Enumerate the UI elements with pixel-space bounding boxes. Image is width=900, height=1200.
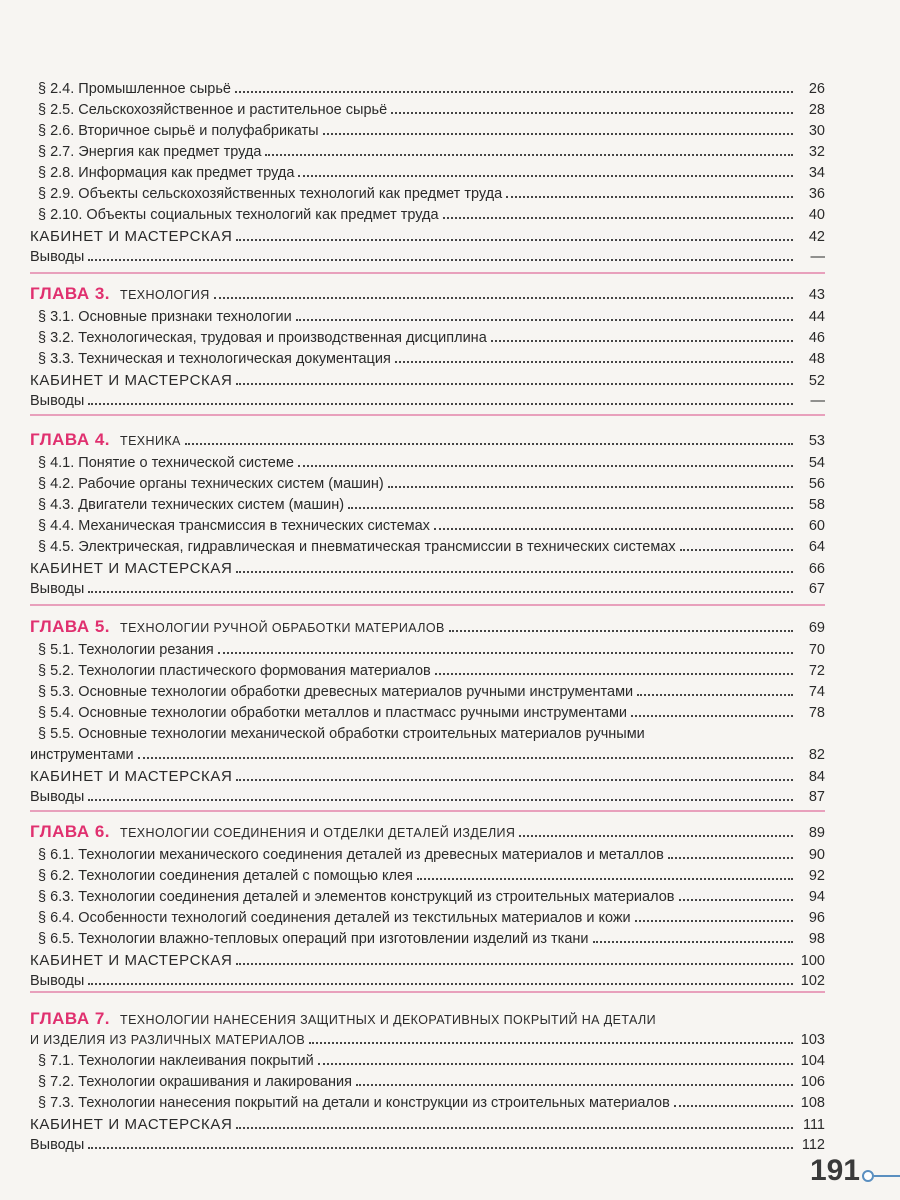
entry-page: 111 bbox=[802, 1117, 825, 1133]
toc-entry[interactable] bbox=[30, 142, 825, 163]
toc-entry[interactable] bbox=[30, 100, 825, 121]
entry-label: § 4.5. Электрическая, гидравлическая и пневматическая трансмиссии в технических системах bbox=[38, 539, 676, 555]
entry-page: 42 bbox=[808, 229, 825, 245]
entry-page: 87 bbox=[808, 789, 825, 805]
entry-page: 64 bbox=[808, 539, 825, 555]
leader-dots bbox=[309, 1042, 793, 1044]
divider bbox=[30, 414, 825, 416]
toc-entry[interactable] bbox=[30, 474, 825, 495]
entry-page: — bbox=[810, 393, 825, 409]
toc-entry[interactable] bbox=[30, 866, 825, 887]
entry-label: § 6.4. Особенности технологий соединения деталей из текстильных материалов и кожи bbox=[38, 910, 631, 926]
leader-dots bbox=[318, 1063, 793, 1065]
leader-dots bbox=[236, 571, 793, 573]
entry-page: 28 bbox=[808, 102, 825, 118]
leader-dots bbox=[680, 549, 793, 551]
entry-label: § 3.1. Основные признаки технологии bbox=[38, 309, 292, 325]
toc-entry[interactable] bbox=[30, 79, 825, 100]
entry-label: Выводы bbox=[30, 789, 85, 805]
chapter-7 bbox=[30, 1008, 825, 1156]
leader-dots bbox=[236, 1127, 793, 1129]
entry-page: 30 bbox=[808, 123, 825, 139]
chapter-2-tail bbox=[30, 79, 825, 268]
chapter-number: ГЛАВА 6. bbox=[30, 822, 111, 841]
line-icon bbox=[874, 1175, 900, 1177]
conclusions-entry[interactable] bbox=[30, 971, 825, 992]
entry-label: КАБИНЕТ И МАСТЕРСКАЯ bbox=[30, 1116, 233, 1133]
entry-page: 66 bbox=[808, 561, 825, 577]
chapter-number: ГЛАВА 5. bbox=[30, 617, 111, 636]
entry-page: 54 bbox=[808, 455, 825, 471]
chapter-title-line-2: И ИЗДЕЛИЯ ИЗ РАЗЛИЧНЫХ МАТЕРИАЛОВ bbox=[30, 1033, 306, 1047]
entry-label: § 6.3. Технологии соединения деталей и элементов конструкций из строительных материалов bbox=[38, 889, 675, 905]
divider bbox=[30, 810, 825, 812]
page-number: 191 bbox=[809, 1154, 860, 1187]
entry-label: § 4.1. Понятие о технической системе bbox=[38, 455, 294, 471]
entry-label: § 2.7. Энергия как предмет труда bbox=[38, 144, 262, 160]
entry-label: § 4.4. Механическая трансмиссия в технических системах bbox=[38, 518, 430, 534]
entry-label-line-2: инструментами bbox=[30, 747, 134, 763]
cabinet-entry[interactable] bbox=[30, 766, 825, 787]
leader-dots bbox=[88, 799, 793, 801]
conclusions-entry[interactable] bbox=[30, 391, 825, 412]
entry-label: § 4.3. Двигатели технических систем (машин) bbox=[38, 497, 345, 513]
leader-dots bbox=[348, 507, 793, 509]
entry-label: Выводы bbox=[30, 393, 85, 409]
entry-page: 34 bbox=[808, 165, 825, 181]
toc-entry[interactable] bbox=[30, 929, 825, 950]
cabinet-entry[interactable] bbox=[30, 558, 825, 579]
leader-dots bbox=[391, 112, 793, 114]
leader-dots bbox=[356, 1084, 793, 1086]
leader-dots bbox=[88, 259, 793, 261]
chapter-heading[interactable] bbox=[30, 614, 825, 640]
entry-label: § 6.2. Технологии соединения деталей с помощью клея bbox=[38, 868, 413, 884]
toc-entry[interactable] bbox=[30, 184, 825, 205]
leader-dots bbox=[218, 652, 793, 654]
toc-entry[interactable] bbox=[30, 307, 825, 328]
entry-page: 104 bbox=[800, 1053, 825, 1069]
entry-page: 69 bbox=[808, 620, 825, 636]
entry-page: 70 bbox=[808, 642, 825, 658]
entry-page: 89 bbox=[808, 825, 825, 841]
toc-entry[interactable] bbox=[30, 537, 825, 558]
divider bbox=[30, 991, 825, 993]
entry-page: 103 bbox=[800, 1032, 825, 1048]
entry-label: § 5.2. Технологии пластического формования материалов bbox=[38, 663, 431, 679]
entry-page: 48 bbox=[808, 351, 825, 367]
circle-icon bbox=[862, 1170, 874, 1182]
entry-page: 26 bbox=[808, 81, 825, 97]
leader-dots bbox=[298, 175, 793, 177]
entry-label: § 7.3. Технологии нанесения покрытий на детали и конструкции из строительных материалов bbox=[38, 1095, 670, 1111]
entry-page: 56 bbox=[808, 476, 825, 492]
entry-label: § 2.10. Объекты социальных технологий как предмет труда bbox=[38, 207, 439, 223]
entry-label: § 4.2. Рабочие органы технических систем (машин) bbox=[38, 476, 384, 492]
entry-label: § 5.1. Технологии резания bbox=[38, 642, 214, 658]
entry-label: § 3.2. Технологическая, трудовая и производственная дисциплина bbox=[38, 330, 487, 346]
entry-label: КАБИНЕТ И МАСТЕРСКАЯ bbox=[30, 952, 233, 969]
entry-page: 72 bbox=[808, 663, 825, 679]
entry-label: Выводы bbox=[30, 581, 85, 597]
leader-dots bbox=[296, 319, 793, 321]
entry-label: § 5.3. Основные технологии обработки древесных материалов ручными инструментами bbox=[38, 684, 634, 700]
entry-page: 40 bbox=[808, 207, 825, 223]
leader-dots bbox=[417, 878, 793, 880]
toc-entry[interactable] bbox=[30, 1093, 825, 1114]
leader-dots bbox=[449, 630, 793, 632]
toc-entry[interactable] bbox=[30, 205, 825, 226]
chapter-4 bbox=[30, 427, 825, 600]
entry-page: 36 bbox=[808, 186, 825, 202]
leader-dots bbox=[631, 715, 793, 717]
entry-label: § 7.1. Технологии наклеивания покрытий bbox=[38, 1053, 314, 1069]
toc-entry[interactable] bbox=[30, 908, 825, 929]
toc-entry[interactable] bbox=[30, 163, 825, 184]
conclusions-entry[interactable] bbox=[30, 787, 825, 808]
entry-page: 60 bbox=[808, 518, 825, 534]
chapter-number: ГЛАВА 7. bbox=[30, 1009, 111, 1028]
conclusions-entry[interactable] bbox=[30, 579, 825, 600]
leader-dots bbox=[435, 673, 793, 675]
leader-dots bbox=[519, 835, 793, 837]
entry-page: 52 bbox=[808, 373, 825, 389]
toc-entry[interactable] bbox=[30, 349, 825, 370]
chapter-heading-line-1[interactable] bbox=[30, 1008, 825, 1030]
entry-page: 100 bbox=[800, 953, 825, 969]
toc-entry[interactable] bbox=[30, 1051, 825, 1072]
entry-page: 94 bbox=[808, 889, 825, 905]
entry-label: Выводы bbox=[30, 973, 85, 989]
leader-dots bbox=[506, 196, 793, 198]
toc-entry[interactable] bbox=[30, 495, 825, 516]
divider bbox=[30, 272, 825, 274]
entry-page: 32 bbox=[808, 144, 825, 160]
leader-dots bbox=[214, 297, 793, 299]
entry-page: 53 bbox=[808, 433, 825, 449]
leader-dots bbox=[265, 154, 793, 156]
toc-entry[interactable] bbox=[30, 453, 825, 474]
chapter-heading-line-2[interactable] bbox=[30, 1030, 825, 1051]
chapter-heading[interactable] bbox=[30, 281, 825, 307]
entry-page: 98 bbox=[808, 931, 825, 947]
page-number-decoration-icon bbox=[860, 1172, 900, 1178]
leader-dots bbox=[491, 340, 793, 342]
leader-dots bbox=[236, 239, 793, 241]
cabinet-entry[interactable] bbox=[30, 1114, 825, 1135]
entry-label: § 2.6. Вторичное сырьё и полуфабрикаты bbox=[38, 123, 319, 139]
leader-dots bbox=[679, 899, 794, 901]
toc-entry[interactable] bbox=[30, 328, 825, 349]
chapter-heading[interactable] bbox=[30, 427, 825, 453]
entry-label: § 3.3. Техническая и технологическая документация bbox=[38, 351, 391, 367]
conclusions-entry[interactable] bbox=[30, 1135, 825, 1156]
entry-page: 82 bbox=[808, 747, 825, 763]
cabinet-entry[interactable] bbox=[30, 226, 825, 247]
entry-page: 108 bbox=[800, 1095, 825, 1111]
chapter-title-line-1: ТЕХНОЛОГИИ НАНЕСЕНИЯ ЗАЩИТНЫХ И ДЕКОРАТИВНЫХ ПОКРЫТИЙ НА ДЕТАЛИ bbox=[120, 1013, 656, 1027]
entry-page: 46 bbox=[808, 330, 825, 346]
leader-dots bbox=[88, 1147, 793, 1149]
toc-entry[interactable] bbox=[30, 1072, 825, 1093]
leader-dots bbox=[138, 757, 793, 759]
entry-label: КАБИНЕТ И МАСТЕРСКАЯ bbox=[30, 372, 233, 389]
chapter-number: ГЛАВА 3. bbox=[30, 284, 111, 303]
entry-page: — bbox=[810, 249, 825, 265]
entry-label: КАБИНЕТ И МАСТЕРСКАЯ bbox=[30, 560, 233, 577]
entry-label: § 6.1. Технологии механического соединения деталей из древесных материалов и металлов bbox=[38, 847, 664, 863]
leader-dots bbox=[88, 983, 793, 985]
leader-dots bbox=[395, 361, 793, 363]
toc-entry[interactable] bbox=[30, 745, 825, 766]
entry-page: 92 bbox=[808, 868, 825, 884]
entry-page: 106 bbox=[800, 1074, 825, 1090]
entry-page: 43 bbox=[808, 287, 825, 303]
entry-label: § 2.5. Сельскохозяйственное и растительное сырьё bbox=[38, 102, 388, 118]
toc-entry[interactable] bbox=[30, 661, 825, 682]
entry-label: Выводы bbox=[30, 249, 85, 265]
toc-entry[interactable] bbox=[30, 887, 825, 908]
toc-entry[interactable] bbox=[30, 845, 825, 866]
leader-dots bbox=[235, 91, 793, 93]
entry-label: КАБИНЕТ И МАСТЕРСКАЯ bbox=[30, 768, 233, 785]
toc-entry[interactable] bbox=[30, 682, 825, 703]
entry-page: 84 bbox=[808, 769, 825, 785]
conclusions-entry[interactable] bbox=[30, 247, 825, 268]
leader-dots bbox=[668, 857, 793, 859]
chapter-title: ТЕХНОЛОГИИ СОЕДИНЕНИЯ И ОТДЕЛКИ ДЕТАЛЕЙ ИЗДЕЛИЯ bbox=[120, 826, 516, 840]
leader-dots bbox=[236, 383, 793, 385]
entry-label-line-1: § 5.5. Основные технологии механической обработки строительных материалов ручными bbox=[38, 726, 645, 742]
leader-dots bbox=[185, 443, 793, 445]
leader-dots bbox=[88, 403, 793, 405]
entry-page: 102 bbox=[800, 973, 825, 989]
leader-dots bbox=[298, 465, 793, 467]
leader-dots bbox=[388, 486, 793, 488]
leader-dots bbox=[434, 528, 793, 530]
entry-label: § 2.9. Объекты сельскохозяйственных технологий как предмет труда bbox=[38, 186, 503, 202]
entry-page: 112 bbox=[801, 1137, 825, 1153]
entry-label: § 6.5. Технологии влажно-тепловых операций при изготовлении изделий из ткани bbox=[38, 931, 589, 947]
entry-label: § 7.2. Технологии окрашивания и лакирования bbox=[38, 1074, 352, 1090]
entry-page: 90 bbox=[808, 847, 825, 863]
leader-dots bbox=[593, 941, 793, 943]
chapter-title: ТЕХНОЛОГИИ РУЧНОЙ ОБРАБОТКИ МАТЕРИАЛОВ bbox=[120, 621, 445, 635]
chapter-title: ТЕХНИКА bbox=[120, 434, 181, 448]
cabinet-entry[interactable] bbox=[30, 950, 825, 971]
leader-dots bbox=[674, 1105, 793, 1107]
cabinet-entry[interactable] bbox=[30, 370, 825, 391]
entry-page: 67 bbox=[808, 581, 825, 597]
entry-label: § 5.4. Основные технологии обработки металлов и пластмасс ручными инструментами bbox=[38, 705, 628, 721]
chapter-6 bbox=[30, 819, 825, 992]
leader-dots bbox=[323, 133, 793, 135]
chapter-heading[interactable] bbox=[30, 819, 825, 845]
leader-dots bbox=[88, 591, 793, 593]
chapter-3 bbox=[30, 281, 825, 412]
leader-dots bbox=[635, 920, 793, 922]
chapter-number: ГЛАВА 4. bbox=[30, 430, 111, 449]
entry-page: 58 bbox=[808, 497, 825, 513]
entry-page: 78 bbox=[808, 705, 825, 721]
leader-dots bbox=[443, 217, 793, 219]
divider bbox=[30, 604, 825, 606]
leader-dots bbox=[637, 694, 793, 696]
toc-entry[interactable] bbox=[30, 121, 825, 142]
chapter-title: ТЕХНОЛОГИЯ bbox=[120, 288, 210, 302]
entry-label: § 2.8. Информация как предмет труда bbox=[38, 165, 295, 181]
toc-entry[interactable] bbox=[30, 640, 825, 661]
entry-page: 96 bbox=[808, 910, 825, 926]
leader-dots bbox=[236, 963, 793, 965]
toc-entry[interactable] bbox=[30, 703, 825, 724]
entry-label: Выводы bbox=[30, 1137, 85, 1153]
entry-page: 44 bbox=[808, 309, 825, 325]
entry-label: КАБИНЕТ И МАСТЕРСКАЯ bbox=[30, 228, 233, 245]
entry-page: 74 bbox=[808, 684, 825, 700]
leader-dots bbox=[236, 779, 793, 781]
entry-label: § 2.4. Промышленное сырьё bbox=[38, 81, 231, 97]
chapter-5 bbox=[30, 614, 825, 808]
toc-entry[interactable] bbox=[30, 516, 825, 537]
